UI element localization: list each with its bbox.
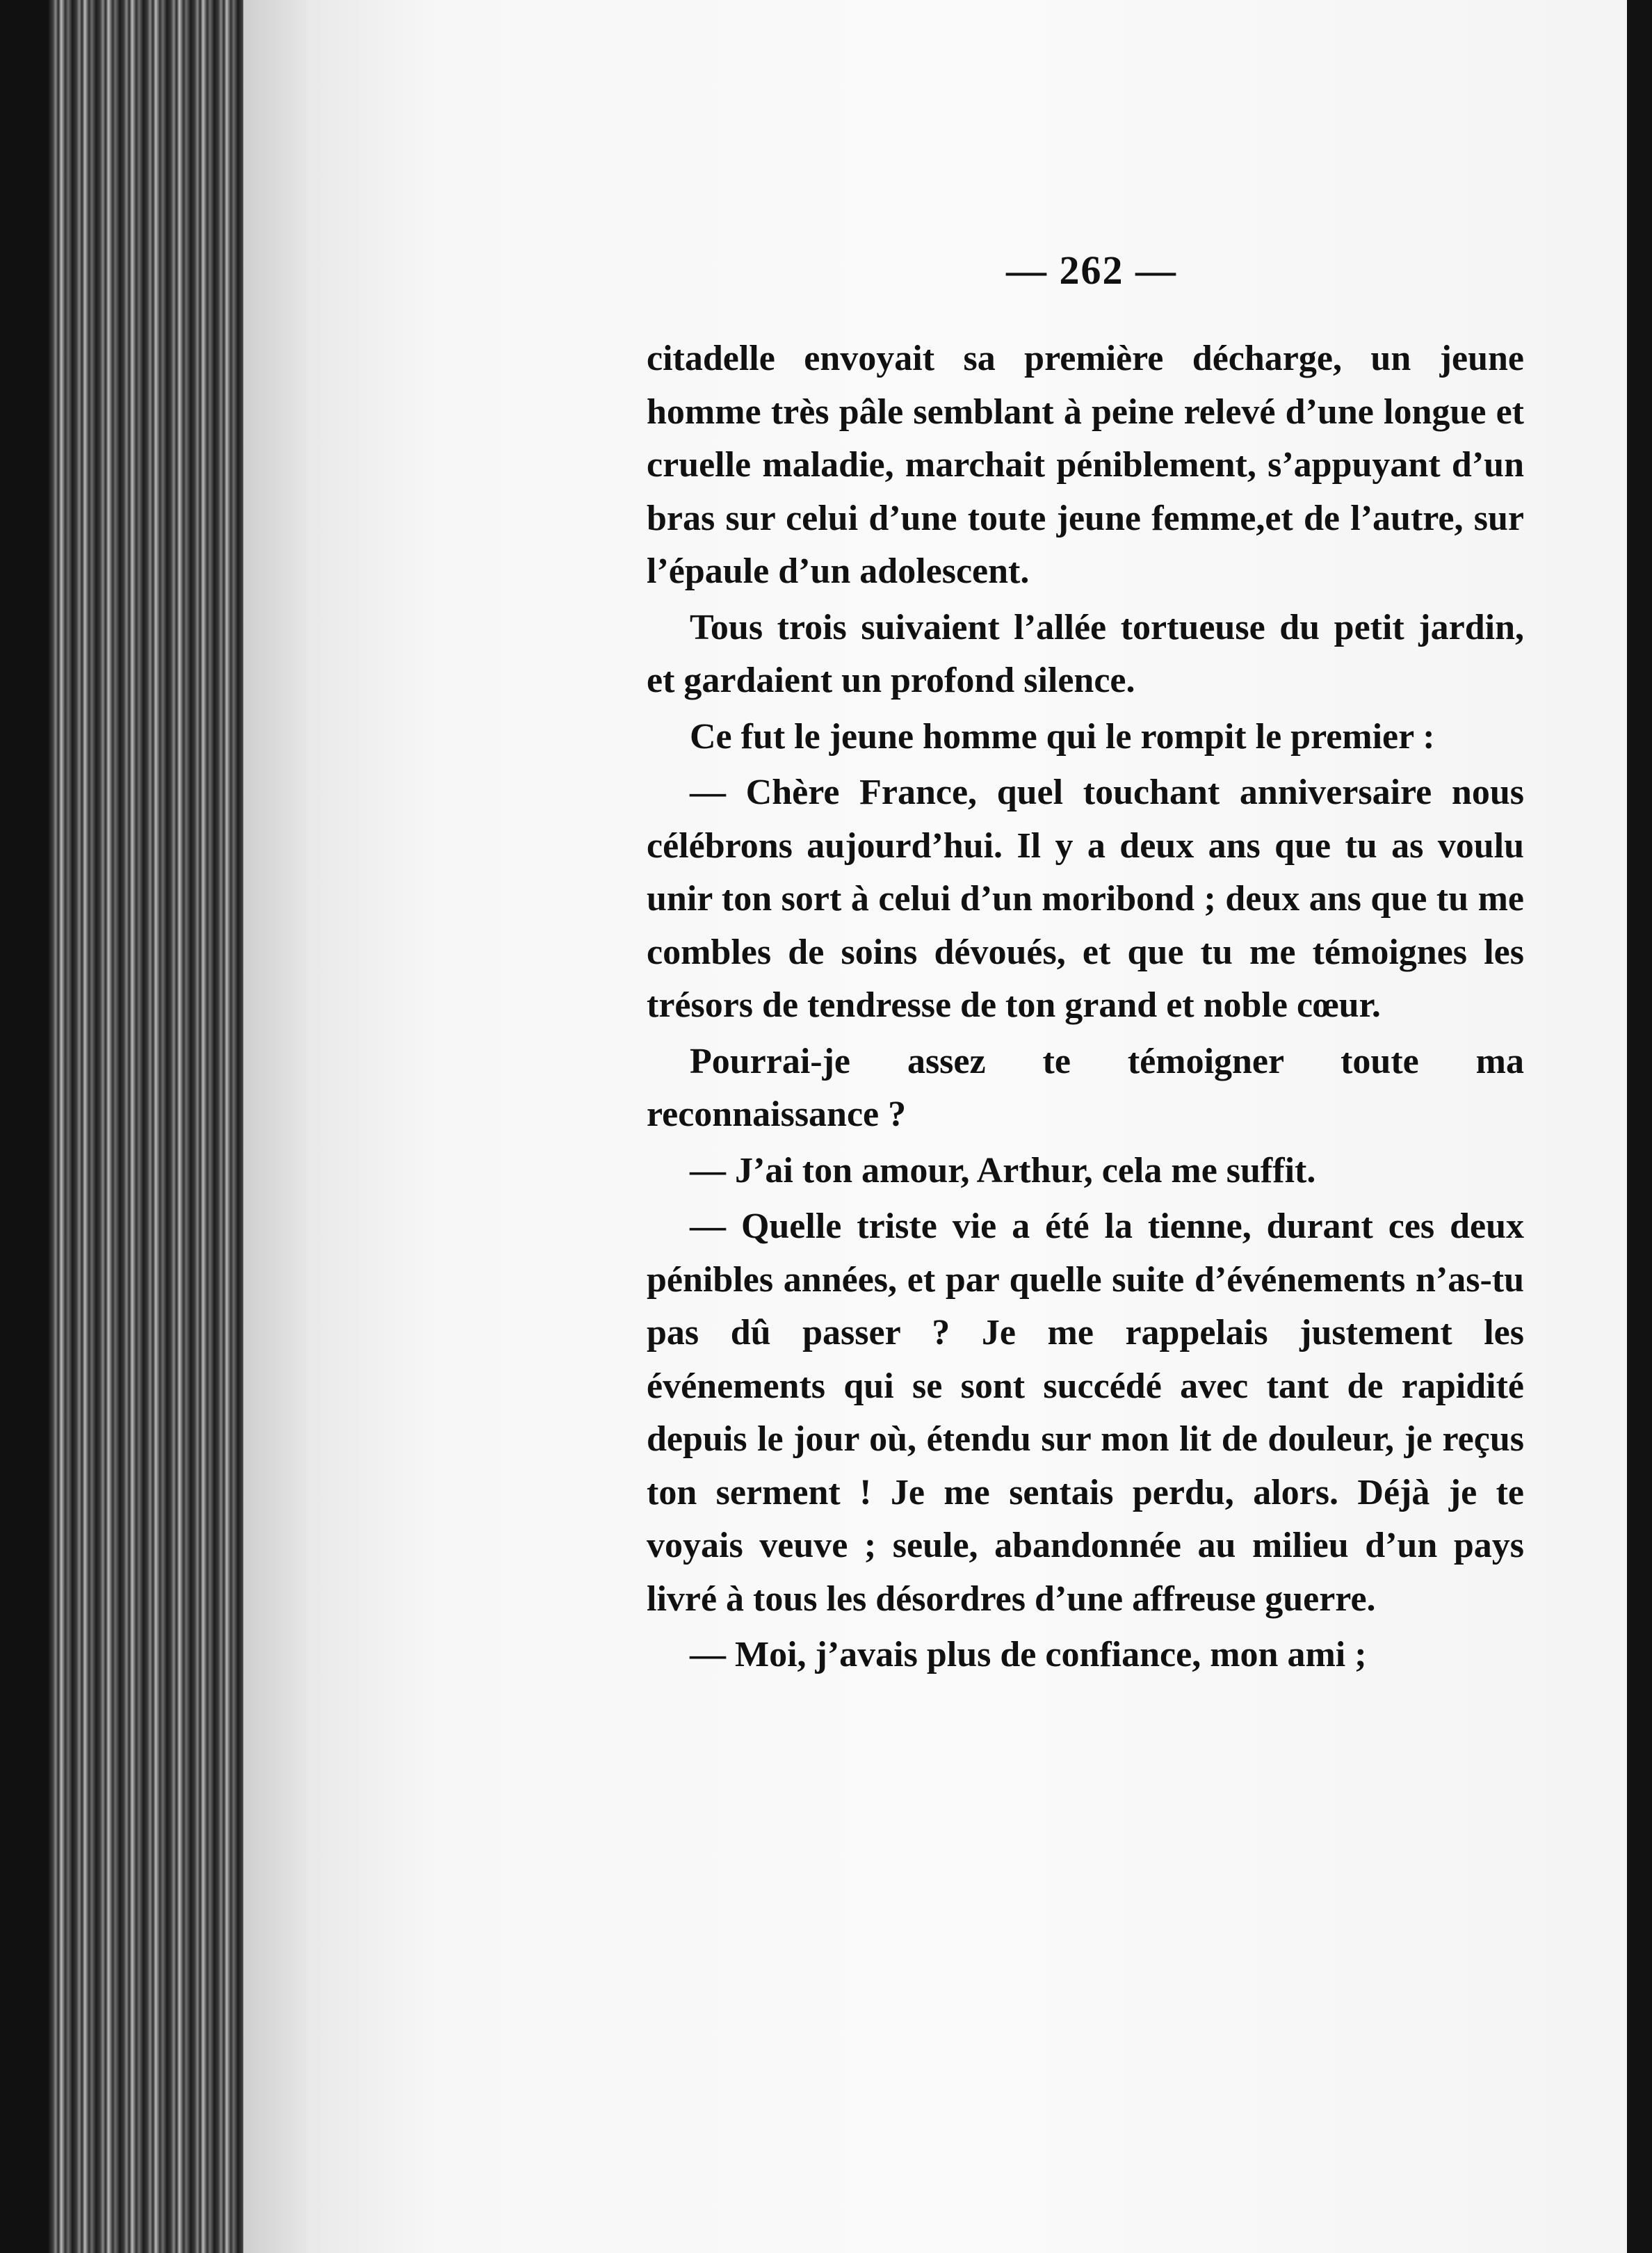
book-page-edges: [49, 0, 341, 2253]
paragraph: Pourrai-je assez te témoigner toute ma reconnaissance ?: [647, 1041, 1524, 1134]
paragraph: — J’ai ton amour, Arthur, cela me suffit.: [690, 1150, 1316, 1190]
paragraph: Ce fut le jeune homme qui le rompit le premier :: [690, 716, 1435, 757]
paragraph: citadelle envoyait sa première décharge, un jeune homme très pâle semblant à peine relevé d’une longue et cruelle maladie, marchait péniblement, s’appuyant d’un bras sur celui d’une toute jeune femme,et de l’autre, sur l’épaule d’un adolescent.: [647, 339, 1524, 591]
paragraph: — Quelle triste vie a été la tienne, durant ces deux pénibles années, et par quelle suite d’événements n’as-tu pas dû passer ? Je me rappelais justement les événements qui se sont succédé avec tant de rapidité depuis le jour où, étendu sur mon lit de douleur, je reçus ton serment ! Je me sentais perdu, alors. Déjà je te voyais veuve ; seule, abandonnée au milieu d’un pays livré à tous les désordres d’une affreuse guerre.: [647, 1206, 1524, 1619]
page-number: — 262 —: [1006, 248, 1177, 293]
paragraph: Tous trois suivaient l’allée tortueuse du petit jardin, et gardaient un profond silence.: [647, 607, 1524, 700]
scan-border: [1627, 0, 1652, 2253]
paragraph: — Chère France, quel touchant anniversaire nous célébrons aujourd’hui. Il y a deux ans que tu as voulu unir ton sort à celui d’un moribond ; deux ans que tu me combles de soins dévoués, et que tu me témoignes les trésors de tendresse de ton grand et noble cœur.: [647, 773, 1524, 1025]
body-text: [647, 332, 1524, 1682]
paragraph: — Moi, j’avais plus de confiance, mon ami ;: [690, 1635, 1367, 1674]
